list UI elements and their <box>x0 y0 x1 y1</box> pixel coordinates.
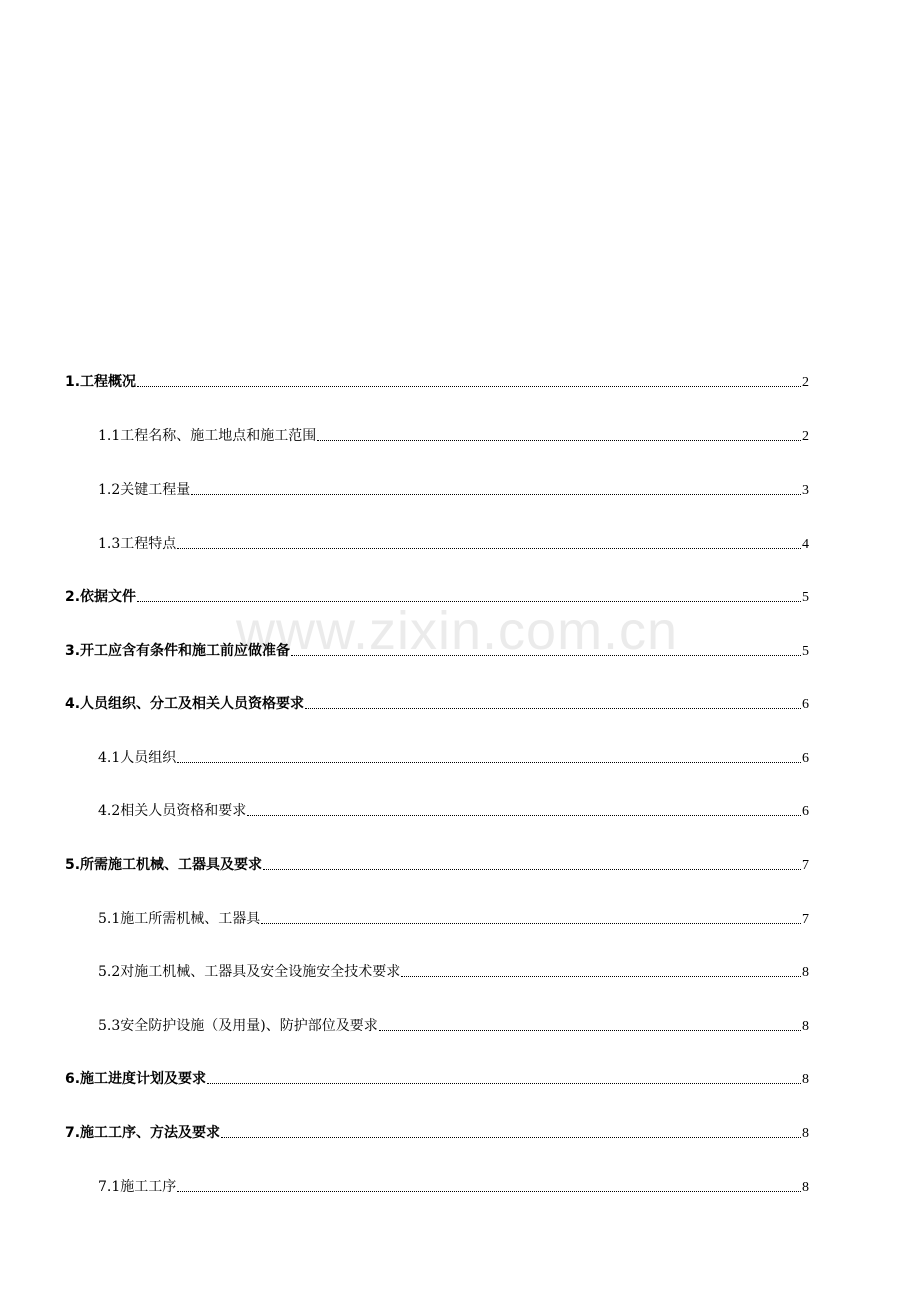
toc-entry-label: 5.所需施工机械、工器具及要求 <box>65 857 263 873</box>
toc-entry[interactable] <box>65 1069 809 1089</box>
toc-entry[interactable] <box>98 909 809 929</box>
toc-dot-leader <box>177 547 801 549</box>
toc-entry[interactable] <box>98 962 809 982</box>
toc-entry[interactable] <box>98 534 809 554</box>
toc-entry[interactable] <box>98 480 809 500</box>
toc-entry-label: 1.1工程名称、施工地点和施工范围 <box>98 428 317 444</box>
toc-entry[interactable] <box>98 801 809 821</box>
toc-entry[interactable] <box>65 694 809 714</box>
toc-page-number: 3 <box>802 483 809 498</box>
toc-dot-leader <box>247 814 801 816</box>
toc-dot-leader <box>221 1136 801 1138</box>
toc-page-number: 2 <box>802 375 809 390</box>
watermark: www.zixin.com.cn <box>236 601 679 661</box>
toc-page-number: 6 <box>802 697 809 712</box>
toc-dot-leader <box>261 922 801 924</box>
toc-entry-label: 5.1施工所需机械、工器具 <box>98 911 261 927</box>
toc-dot-leader <box>263 868 801 870</box>
toc-entry-label: 3.开工应含有条件和施工前应做准备 <box>65 643 291 659</box>
toc-entry[interactable] <box>98 426 809 446</box>
toc-entry-label: 5.2对施工机械、工器具及安全设施安全技术要求 <box>98 964 401 980</box>
toc-entry-label: 4.2相关人员资格和要求 <box>98 803 247 819</box>
toc-entry[interactable] <box>98 748 809 768</box>
toc-dot-leader <box>177 761 801 763</box>
toc-entry-label: 1.工程概况 <box>65 374 137 390</box>
toc-dot-leader <box>137 600 801 602</box>
toc-entry[interactable] <box>65 587 809 607</box>
toc-page-number: 6 <box>802 804 809 819</box>
toc-page-number: 8 <box>802 965 809 980</box>
toc-dot-leader <box>177 1190 801 1192</box>
toc-page-number: 8 <box>802 1019 809 1034</box>
toc-dot-leader <box>317 439 801 441</box>
toc-entry-label: 6.施工进度计划及要求 <box>65 1071 207 1087</box>
toc-entry-label: 4.人员组织、分工及相关人员资格要求 <box>65 696 305 712</box>
toc-entry[interactable] <box>98 1177 809 1197</box>
toc-page-number: 5 <box>802 644 809 659</box>
toc-entry-label: 1.2关键工程量 <box>98 482 191 498</box>
toc-entry-label: 7.施工工序、方法及要求 <box>65 1125 221 1141</box>
toc-page-number: 2 <box>802 429 809 444</box>
toc-page-number: 8 <box>802 1180 809 1195</box>
toc-dot-leader <box>137 385 801 387</box>
toc-dot-leader <box>379 1029 801 1031</box>
toc-page-number: 8 <box>802 1126 809 1141</box>
toc-page-number: 7 <box>802 858 809 873</box>
toc-entry-label: 7.1施工工序 <box>98 1179 177 1195</box>
toc-dot-leader <box>207 1082 801 1084</box>
toc-entry[interactable] <box>65 1123 809 1143</box>
toc-entry-label: 4.1人员组织 <box>98 750 177 766</box>
toc-page-number: 7 <box>802 912 809 927</box>
toc-entry[interactable] <box>65 855 809 875</box>
toc-dot-leader <box>401 975 801 977</box>
toc-page-number: 6 <box>802 751 809 766</box>
toc-entry[interactable] <box>65 641 809 661</box>
toc-dot-leader <box>291 654 801 656</box>
toc-entry-label: 2.依据文件 <box>65 589 137 605</box>
toc-page-number: 5 <box>802 590 809 605</box>
toc-entry[interactable] <box>98 1016 809 1036</box>
toc-dot-leader <box>305 707 801 709</box>
toc-entry[interactable] <box>65 372 809 392</box>
toc-dot-leader <box>191 493 801 495</box>
toc-page-number: 4 <box>802 537 809 552</box>
toc-entry-label: 1.3工程特点 <box>98 536 177 552</box>
toc-page-number: 8 <box>802 1072 809 1087</box>
toc-entry-label: 5.3安全防护设施（及用量)、防护部位及要求 <box>98 1018 378 1034</box>
